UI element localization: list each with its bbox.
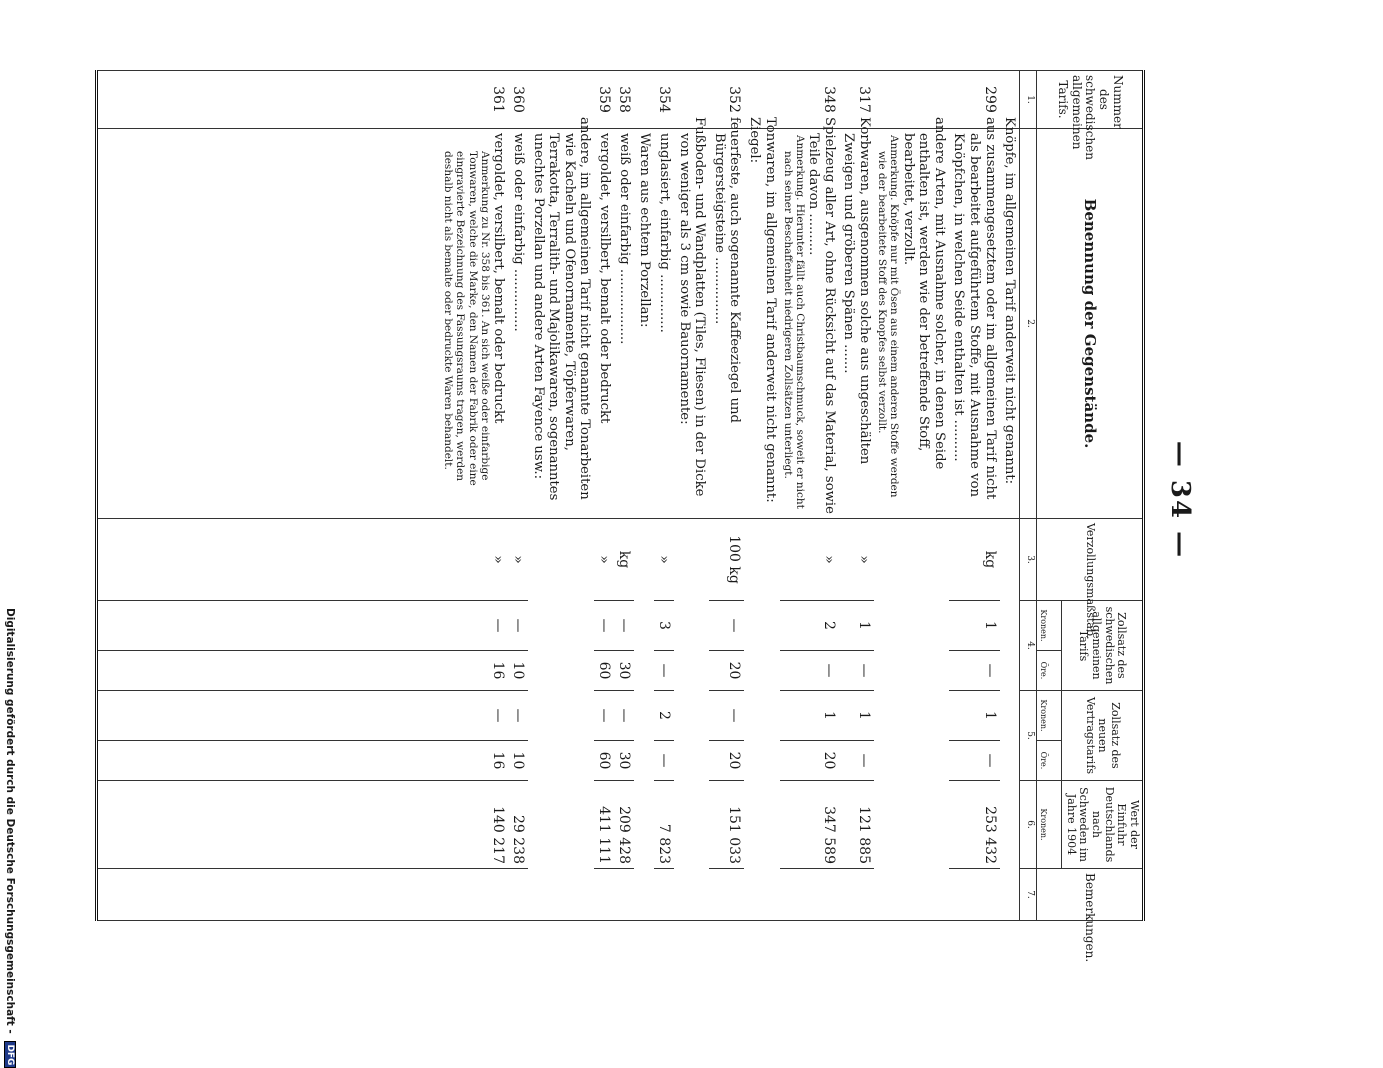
header-unit: Verzollungsmaßstab. — [1037, 519, 1144, 601]
table-row — [508, 71, 528, 921]
import-value: 140 217 — [97, 781, 509, 869]
page-number: — 34 — — [1165, 440, 1195, 560]
subheader-ore: Öre. — [1037, 651, 1062, 691]
unit: » — [839, 519, 874, 601]
item-description — [780, 117, 839, 519]
import-value: 209 428 — [615, 781, 635, 869]
treaty-ore: 16 — [97, 741, 509, 781]
general-kronen: 3 — [654, 601, 674, 651]
column-number: 4. — [1020, 601, 1037, 691]
item-description: unglasiert, einfarbig .............. — [654, 129, 674, 519]
tariff-table — [95, 70, 1145, 963]
general-ore: 16 — [97, 651, 509, 691]
section-heading — [744, 117, 779, 519]
table-row — [674, 71, 709, 921]
column-number: 5. — [1020, 691, 1037, 781]
subheader-ore: Öre. — [1037, 741, 1062, 781]
item-description: vergoldet, versilbert, bemalt oder bedruckt — [595, 129, 615, 519]
item-description: feuerfeste, auch sogenannte Kaffeeziegel und Bürgersteigsteine ................ — [709, 129, 744, 519]
treaty-ore: — — [949, 741, 1000, 781]
treaty-kronen: — — [508, 691, 528, 741]
treaty-ore: 10 — [508, 741, 528, 781]
tariff-number: 359 — [595, 71, 615, 129]
table-row — [949, 71, 1000, 921]
column-number: 3. — [1020, 519, 1037, 601]
subsection-heading: Ziegel: — [746, 117, 762, 164]
general-kronen: — — [508, 601, 528, 651]
note: Anmerkung. Knöpfe nur mit Ösen aus einem anderen Stoffe werden wie der bearbeitete Stoff des Knopfes selbst verzollt. — [876, 135, 901, 498]
item-text: Spielzeug aller Art, ohne Rücksicht auf das Material, sowie Teile davon .......... — [806, 117, 837, 514]
treaty-ore: 60 — [595, 741, 615, 781]
treaty-kronen: 1 — [949, 691, 1000, 741]
table-row — [654, 71, 674, 921]
item-description: Korbwaren, ausgenommen solche aus ungeschälten Zweigen und gröberen Spänen ....... — [839, 129, 874, 519]
tariff-number: 299 — [949, 71, 1000, 129]
item-text: andere Arten, mit Ausnahme solcher, in denen Seide enthalten ist, werden wie der betreffende Stoff, bearbeitet, verzollt. — [900, 117, 947, 470]
header-name: Benennung der Gegenstände. — [1037, 129, 1144, 519]
section-heading: Waren aus echtem Porzellan: — [635, 129, 655, 519]
item-description: weiß oder einfarbig .................. — [615, 129, 635, 519]
table-row — [874, 71, 949, 921]
section-heading-text: Tonwaren, im allgemeinen Tarif anderweit nicht genannt: — [762, 117, 778, 503]
row-heading: Knöpfe, im allgemeinen Tarif anderweit nicht genannt: — [1000, 129, 1020, 519]
subheader-kronen: Kronen. — [1037, 781, 1062, 869]
credit-text: Digitalisierung gefördert durch die Deutsche Forschungsgemeinschaft - — [4, 608, 16, 1034]
general-kronen: — — [595, 601, 615, 651]
import-value: 151 033 — [709, 781, 744, 869]
unit: 100 kg — [709, 519, 744, 601]
unit: kg — [949, 519, 1000, 601]
general-kronen: — — [615, 601, 635, 651]
table-row — [744, 71, 779, 921]
tariff-number: 317 — [839, 71, 874, 129]
note: Anmerkung. Hierunter fällt auch Christbaumschmuck, soweit er nicht nach seiner Beschaffenheit niedrigeren Zollsätzen unterliegt. — [781, 135, 806, 509]
item-description: aus zusammengesetztem oder im allgemeinen Tarif nicht als bearbeitet aufgeführtem Stoffe, mit Ausnahme von Knöpfchen, in welchen Seide enthalten ist .......... — [949, 129, 1000, 519]
table-row — [1000, 71, 1020, 921]
unit: » — [508, 519, 528, 601]
subsection-heading: Fußboden- und Wandplatten (Tiles, Fliesen) in der Dicke von weniger als 3 cm sowie Bauornamente: — [674, 129, 709, 519]
import-value: 347 589 — [780, 781, 839, 869]
unit: » — [780, 519, 839, 601]
header-treaty-tariff: Zollsatz des neuen Vertragstarifs — [1062, 691, 1144, 781]
treaty-ore: 30 — [615, 741, 635, 781]
header-general-tariff: Zollsatz des schwedischen allgemeinen Tarifs — [1062, 601, 1144, 691]
import-value: 7 823 — [654, 781, 674, 869]
treaty-kronen: — — [97, 691, 509, 741]
general-kronen: 1 — [839, 601, 874, 651]
treaty-kronen: — — [595, 691, 615, 741]
import-value: 253 432 — [949, 781, 1000, 869]
header-remarks: Bemerkungen. — [1037, 869, 1144, 921]
treaty-ore: — — [839, 741, 874, 781]
general-ore: — — [839, 651, 874, 691]
treaty-kronen: 1 — [780, 691, 839, 741]
section-heading: andere, im allgemeinen Tarif nicht genannte Tonarbeiten wie Kacheln und Ofenornamente, Töpferwaren, Terrakotta, Terralith- und Majolikawaren, sogenanntes unechtes Porzellan und andere Arten Fayence usw.: — [528, 129, 594, 519]
rotated-page — [90, 70, 1225, 963]
column-number: 2. — [1020, 129, 1037, 519]
table-row — [780, 71, 839, 921]
column-number: 6. — [1020, 781, 1037, 869]
table-row — [709, 71, 744, 921]
treaty-kronen: — — [709, 691, 744, 741]
treaty-kronen: 1 — [839, 691, 874, 741]
general-kronen: 2 — [780, 601, 839, 651]
item-description — [874, 117, 949, 519]
tariff-number: 352 — [709, 71, 744, 129]
tariff-number: 348 — [780, 71, 839, 129]
table-row — [839, 71, 874, 921]
treaty-ore: — — [654, 741, 674, 781]
item-description — [97, 129, 509, 519]
tariff-number: 360 — [508, 71, 528, 129]
general-ore: — — [654, 651, 674, 691]
unit: » — [654, 519, 674, 601]
treaty-kronen: 2 — [654, 691, 674, 741]
general-ore: 20 — [709, 651, 744, 691]
general-ore: 10 — [508, 651, 528, 691]
import-value: 29 238 — [508, 781, 528, 869]
treaty-ore: 20 — [709, 741, 744, 781]
general-kronen: — — [97, 601, 509, 651]
tariff-number: 354 — [654, 71, 674, 129]
column-number: 7. — [1020, 869, 1037, 921]
general-kronen: 1 — [949, 601, 1000, 651]
item-description: weiß oder einfarbig ............... — [508, 129, 528, 519]
treaty-kronen: — — [615, 691, 635, 741]
note: Anmerkung zu Nr. 358 bis 361. An sich weiße oder einfarbige Tonwaren, welche die Marke, den Namen der Fabrik oder eine eingravierte Bezeichnung des Fassungsraums tragen, werden deshalb nicht als bemalte oder bedruckte Waren behandelt. — [442, 151, 491, 486]
general-ore: — — [949, 651, 1000, 691]
general-ore: — — [780, 651, 839, 691]
unit: » — [595, 519, 615, 601]
tariff-number: 361 — [97, 71, 509, 129]
unit: » — [97, 519, 509, 601]
header-number: Nummer des schwedischen allgemeinen Tarifs. — [1037, 71, 1144, 129]
header-import-value: Wert der Einfuhr Deutschlands nach Schweden im Jahre 1904 — [1062, 781, 1144, 869]
item-text: vergoldet, versilbert, bemalt oder bedruckt — [491, 133, 507, 424]
general-kronen: — — [709, 601, 744, 651]
general-ore: 30 — [615, 651, 635, 691]
table-row — [528, 71, 594, 921]
treaty-ore: 20 — [780, 741, 839, 781]
import-value: 121 885 — [839, 781, 874, 869]
import-value: 411 111 — [595, 781, 615, 869]
table-row — [97, 71, 509, 921]
general-ore: 60 — [595, 651, 615, 691]
dfg-logo: DFG — [4, 1041, 16, 1068]
subheader-kronen: Kronen. — [1037, 691, 1062, 741]
dfg-credit — [2, 608, 16, 1066]
table-row — [615, 71, 635, 921]
table-row — [635, 71, 655, 921]
tariff-number: 358 — [615, 71, 635, 129]
column-number: 1. — [1020, 71, 1037, 129]
subheader-kronen: Kronen. — [1037, 601, 1062, 651]
table-row — [595, 71, 615, 921]
unit: kg — [615, 519, 635, 601]
